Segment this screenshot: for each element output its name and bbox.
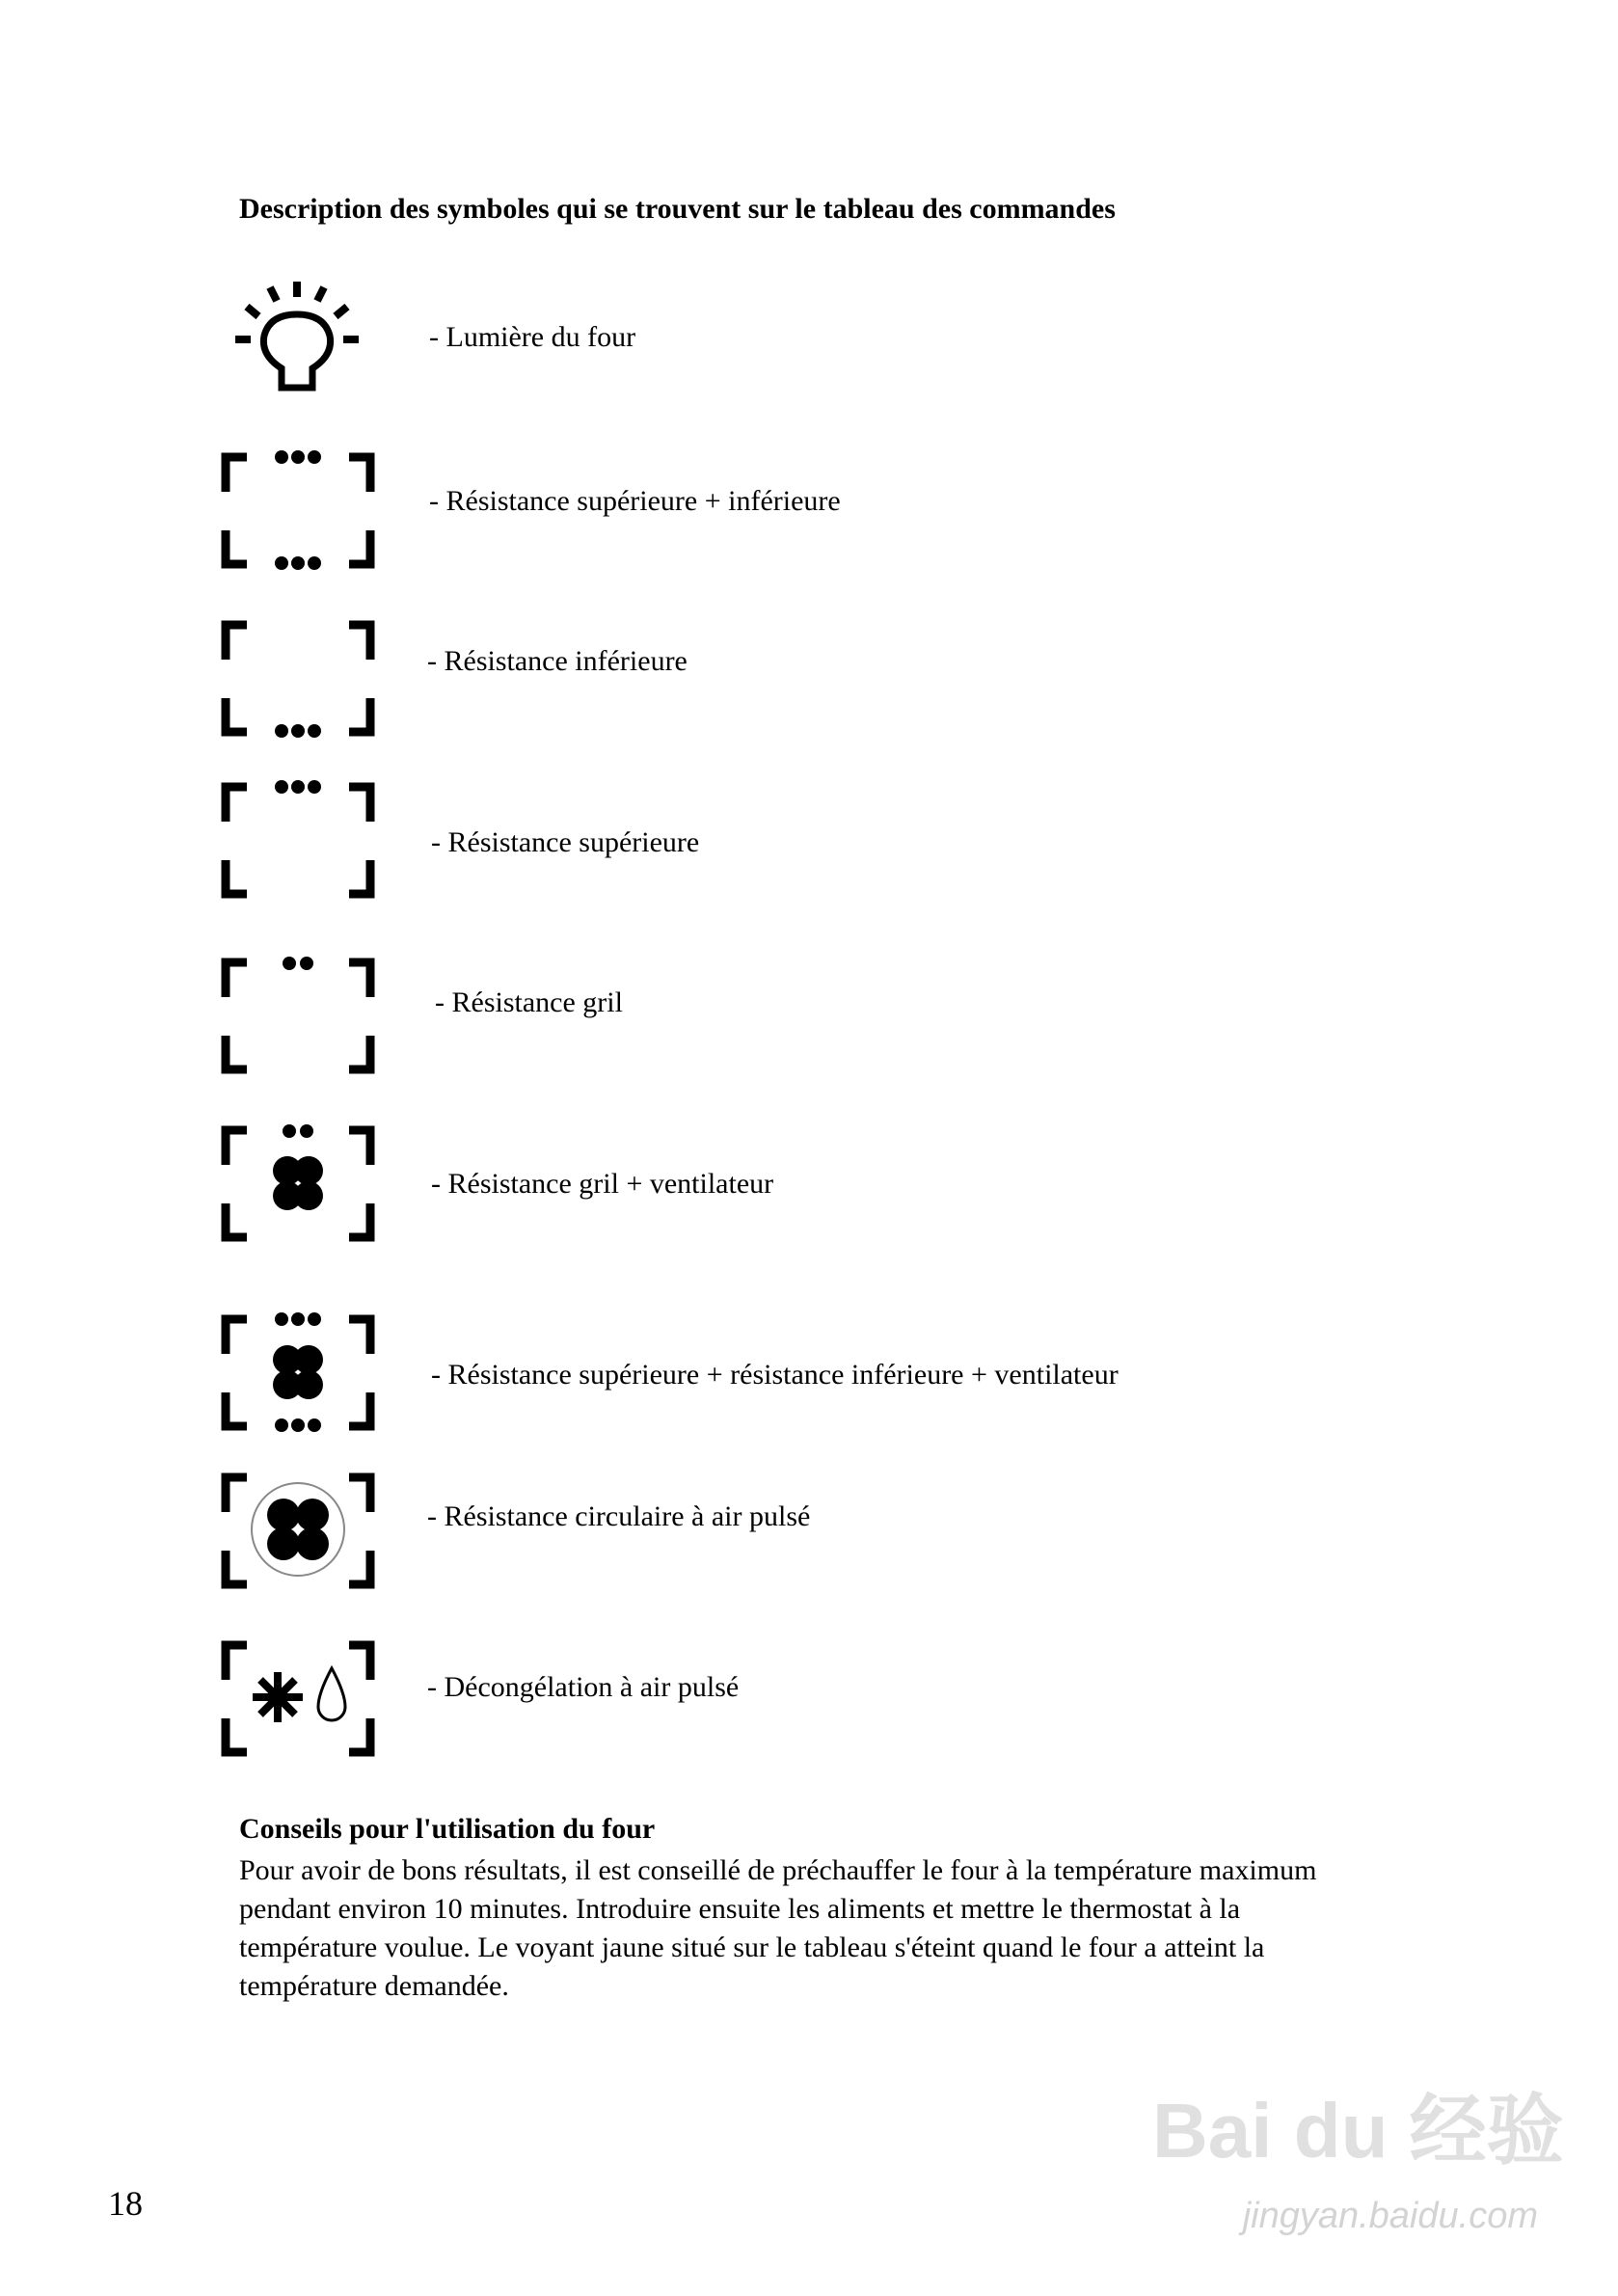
symbol-label: - Résistance gril [435, 986, 623, 1018]
advice-paragraph [239, 1851, 1493, 2006]
top-element-icon [214, 775, 383, 905]
symbol-label: - Résistance supérieure [431, 826, 700, 858]
defrost-icon [214, 1634, 383, 1764]
grill-element-icon [214, 951, 383, 1081]
watermark-logo: Bai du 经验 [1152, 2088, 1564, 2174]
symbol-label: - Décongélation à air pulsé [427, 1671, 740, 1703]
oven-light-icon [214, 280, 383, 410]
circular-fan-icon [214, 1466, 383, 1596]
top-bottom-fan-icon [214, 1308, 383, 1438]
page-number: 18 [108, 2184, 143, 2223]
advice-title: Conseils pour l'utilisation du four [239, 1813, 656, 1845]
symbol-label: - Résistance supérieure + résistance inférieure + ventilateur [431, 1359, 1119, 1391]
advice-line: Pour avoir de bons résultats, il est conseillé de préchauffer le four à la température maximum [239, 1854, 1317, 1886]
symbol-label: - Lumière du four [429, 321, 636, 353]
symbol-label: - Résistance gril + ventilateur [431, 1168, 774, 1200]
bottom-element-icon [214, 613, 383, 743]
watermark-url: jingyan.baidu.com [1242, 2196, 1538, 2236]
advice-line: température demandée. [239, 1970, 509, 2002]
advice-line: pendant environ 10 minutes. Introduire ensuite les aliments et mettre le thermostat à la [239, 1893, 1241, 1925]
symbol-label: - Résistance inférieure [427, 645, 688, 677]
page-heading: Description des symboles qui se trouvent sur le tableau des commandes [239, 193, 1116, 225]
symbol-label: - Résistance circulaire à air pulsé [427, 1500, 811, 1532]
symbol-label: - Résistance supérieure + inférieure [429, 485, 841, 517]
top-bottom-element-icon [214, 446, 383, 576]
advice-line: température voulue. Le voyant jaune situé sur le tableau s'éteint quand le four a atteint la [239, 1931, 1265, 1963]
grill-fan-icon [214, 1119, 383, 1249]
watermark [1152, 2068, 1564, 2237]
